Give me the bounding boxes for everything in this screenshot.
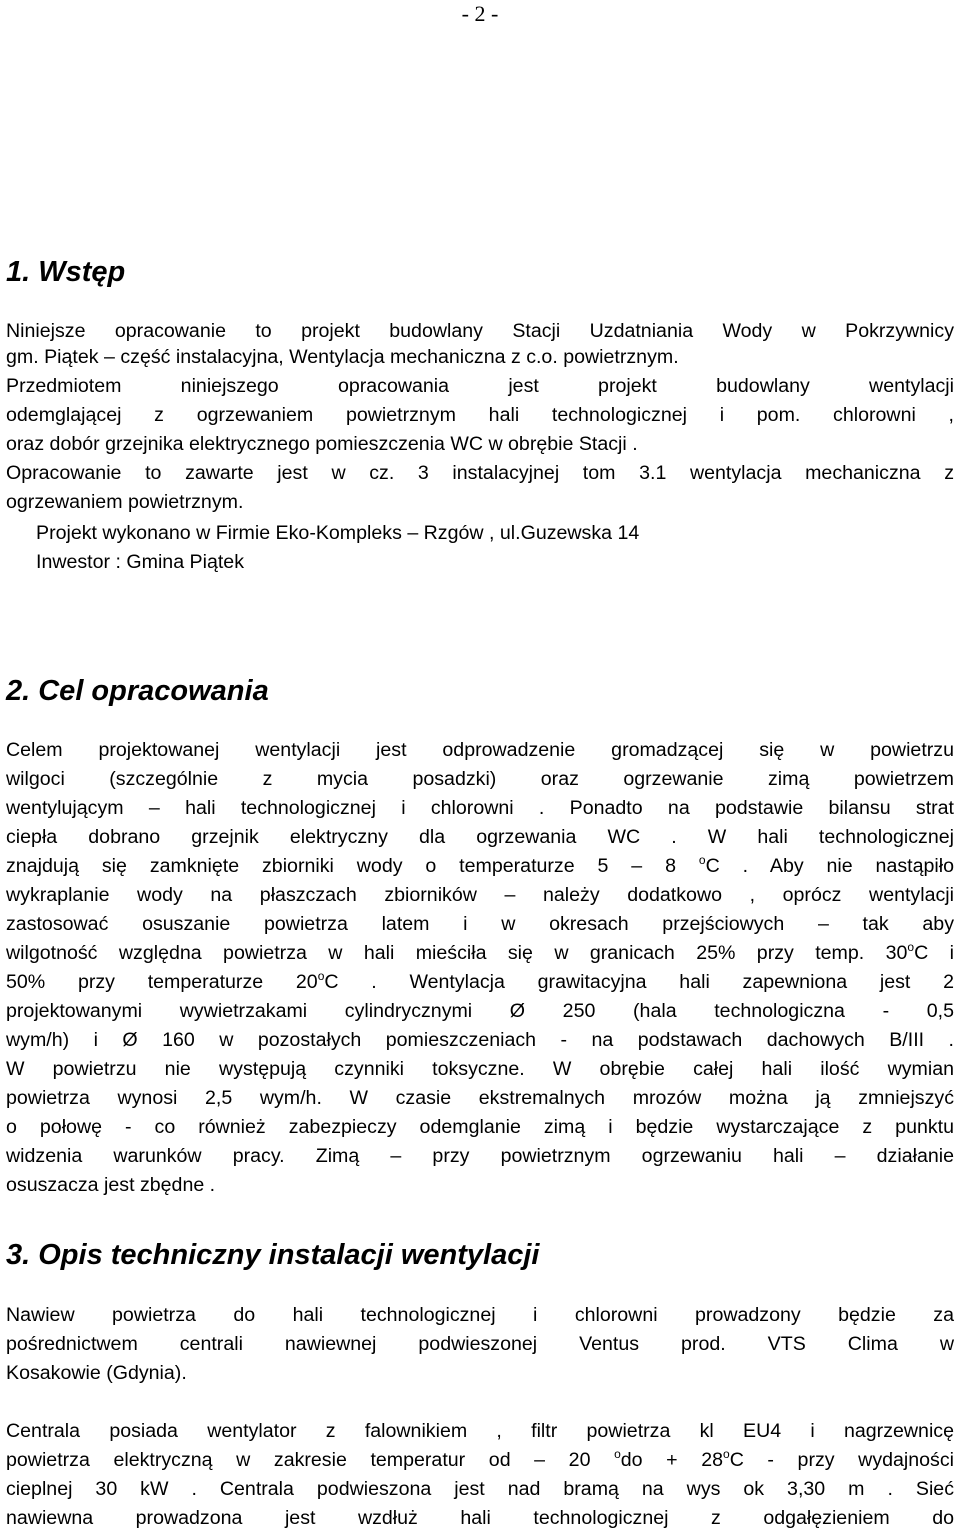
paragraph-line: Celem projektowanej wentylacji jest odprowadzenie gromadzącej się w powietrzu: [6, 739, 954, 761]
paragraph-line: wilgotność względna powietrza w hali mieściła się w granicach 25% przy temp. 30$^o$C i: [6, 940, 954, 964]
paragraph-line: projektowanymi wywietrzakami cylindrycznymi Ø 250 (hala technologiczna - 0,5: [6, 1000, 954, 1022]
paragraph-line: wentylującym – hali technologicznej i chlorowni . Ponadto na podstawie bilansu strat: [6, 797, 954, 819]
section-heading-purpose: 2. Cel opracowania: [6, 675, 269, 707]
paragraph-line: Kosakowie (Gdynia).: [6, 1362, 187, 1384]
paragraph-line: W powietrzu nie występują czynniki toksyczne. W obrębie całej hali ilość wymian: [6, 1058, 954, 1080]
investor-line: Inwestor : Gmina Piątek: [36, 551, 244, 573]
paragraph-line: gm. Piątek – część instalacyjna, Wentylacja mechaniczna z c.o. powietrznym.: [6, 346, 679, 368]
paragraph-line: o połowę - co również zabezpieczy odemglanie zimą i będzie wystarczające z punktu: [6, 1116, 954, 1138]
paragraph-line: Centrala posiada wentylator z falownikiem , filtr powietrza kl EU4 i nagrzewnicę: [6, 1420, 954, 1442]
paragraph-line: zastosować osuszanie powietrza latem i w okresach przejściowych – tak aby: [6, 913, 954, 935]
paragraph-line: Przedmiotem niniejszego opracowania jest projekt budowlany wentylacji: [6, 375, 954, 397]
paragraph-line: Niniejsze opracowanie to projekt budowlany Stacji Uzdatniania Wody w Pokrzywnicy: [6, 320, 954, 342]
page-number: - 2 -: [461, 1, 499, 26]
paragraph-line: powietrza wynosi 2,5 wym/h. W czasie ekstremalnych mrozów można ją zmniejszyć: [6, 1087, 954, 1109]
paragraph-line: wym/h) i Ø 160 w pozostałych pomieszczeniach - na podstawach dachowych B/III .: [6, 1029, 954, 1051]
paragraph-line: powietrza elektryczną w zakresie temperatur od – 20 $^odo + 28^oC$ - przy wydajności: [6, 1447, 955, 1471]
paragraph-line: widzenia warunków pracy. Zimą – przy powietrznym ogrzewaniu hali – działanie: [6, 1145, 954, 1167]
paragraph-line: nawiewna prowadzona jest wzdłuż hali technologicznej z odgałęzieniem do: [6, 1507, 954, 1529]
paragraph-line: cieplnej 30 kW . Centrala podwieszona jest nad bramą na wys ok 3,30 m . Sieć: [6, 1478, 954, 1500]
paragraph-line: znajdują się zamknięte zbiorniki wody o temperaturze 5 – 8 $^o$C . Aby nie nastąpiło: [6, 853, 954, 877]
company-line: Projekt wykonano w Firmie Eko-Kompleks – Rzgów , ul.Guzewska 14: [36, 522, 640, 544]
paragraph-line: wykraplanie wody na płaszczach zbiorników – należy dodatkowo , oprócz wentylacji: [6, 884, 954, 906]
paragraph-line: odemglającej z ogrzewaniem powietrznym hali technologicznej i pom. chlorowni ,: [6, 404, 954, 426]
paragraph-line: oraz dobór grzejnika elektrycznego pomieszczenia WC w obrębie Stacji .: [6, 433, 638, 455]
paragraph-line: 50% przy temperaturze 20$^o$C . Wentylacja grawitacyjna hali zapewniona jest 2: [6, 969, 954, 993]
paragraph-line: ciepła dobrano grzejnik elektryczny dla ogrzewania WC . W hali technologicznej: [6, 826, 954, 848]
paragraph-line: pośrednictwem centrali nawiewnej podwieszonej Ventus prod. VTS Clima w: [6, 1333, 954, 1355]
paragraph-line: Opracowanie to zawarte jest w cz. 3 instalacyjnej tom 3.1 wentylacja mechaniczna z: [6, 462, 954, 484]
section-heading-intro: 1. Wstęp: [6, 256, 126, 288]
paragraph-line: wilgoci (szczególnie z mycia posadzki) oraz ogrzewanie zimą powietrzem: [6, 768, 954, 790]
paragraph-line: Nawiew powietrza do hali technologicznej i chlorowni prowadzony będzie za: [6, 1304, 954, 1326]
section-heading-technical: 3. Opis techniczny instalacji wentylacji: [6, 1239, 540, 1271]
paragraph-line: ogrzewaniem powietrznym.: [6, 491, 244, 513]
paragraph-line: osuszacza jest zbędne .: [6, 1174, 216, 1196]
